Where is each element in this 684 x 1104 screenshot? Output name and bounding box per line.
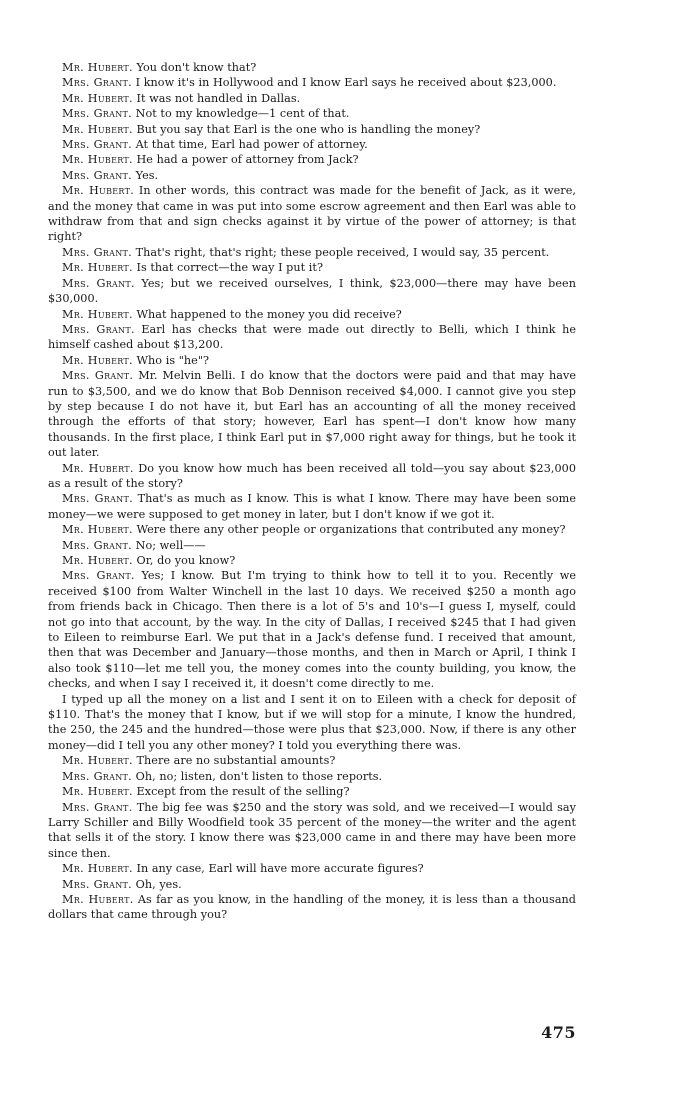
spoken-text: That's as much as I know. This is what I know. There may have been some money—we were supposed to get money in later, but I don't know if we got it. — [48, 492, 576, 521]
dialogue-paragraph — [48, 553, 576, 568]
speaker-name: Mr. Hubert. — [62, 91, 133, 105]
spoken-text: He had a power of attorney from Jack? — [136, 153, 359, 167]
speaker-name: Mrs. Grant. — [62, 107, 133, 121]
testimony-transcript — [48, 60, 576, 923]
speaker-name: Mr. Hubert. — [62, 122, 133, 136]
dialogue-paragraph — [48, 60, 576, 75]
spoken-text: Yes; but we received ourselves, I think, $23,000—there may have been $30,000. — [48, 276, 576, 306]
dialogue-paragraph — [48, 877, 576, 892]
speaker-name: Mr. Hubert. — [62, 184, 135, 198]
spoken-text: That's right, that's right; these people received, I would say, 35 percent. — [135, 245, 550, 259]
speaker-name: Mr. Hubert. — [62, 892, 134, 906]
spoken-text: As far as you know, in the handling of the money, it is less than a thousand dollars that came through you? — [48, 892, 577, 922]
dialogue-paragraph — [48, 106, 576, 121]
speaker-name: Mr. Hubert. — [62, 261, 133, 275]
speaker-name: Mrs. Grant. — [62, 769, 133, 783]
dialogue-paragraph — [48, 152, 576, 167]
dialogue-paragraph — [48, 769, 576, 784]
dialogue-paragraph — [48, 753, 576, 768]
spoken-text: There are no substantial amounts? — [136, 754, 336, 768]
speaker-name: Mr. Hubert. — [62, 862, 133, 876]
spoken-text: Oh, no; listen, don't listen to those reports. — [135, 769, 383, 783]
speaker-name: Mrs. Grant. — [62, 322, 135, 336]
dialogue-paragraph — [48, 91, 576, 106]
spoken-text: Earl has checks that were made out directly to Belli, which I think he himself cashed about $13,200. — [48, 322, 576, 352]
dialogue-paragraph — [48, 568, 576, 691]
spoken-text: At that time, Earl had power of attorney. — [135, 138, 368, 152]
spoken-text: Is that correct—the way I put it? — [136, 261, 324, 275]
spoken-text: Yes; I know. But I'm trying to think how to tell it to you. Recently we received $100 from Walter Winchell in the last 10 days. We received $250 a month ago from friends back in Chicago. Then there is a lot of 5's and 10's—I guess I, myself, could not go into that account, by the way. In the city of Dallas, I received $245 that I had given to Eileen to reimburse Earl. We put that in a Jack's defense fund. I received that amount, then that was December and January—those months, and then in March or April, I think I also took $110—let me tell you, the money comes into the county building, you know, the checks, and when I say I received it, it doesn't come directly to me. — [48, 569, 576, 691]
spoken-text: In any case, Earl will have more accurate figures? — [136, 862, 424, 876]
speaker-name: Mr. Hubert. — [62, 353, 133, 367]
dialogue-paragraph — [48, 183, 576, 245]
speaker-name: Mr. Hubert. — [62, 461, 134, 475]
spoken-text: Not to my knowledge—1 cent of that. — [135, 107, 350, 121]
page-number: 475 — [541, 1023, 576, 1042]
dialogue-paragraph — [48, 491, 576, 522]
dialogue-paragraph — [48, 800, 576, 862]
speaker-name: Mr. Hubert. — [62, 785, 133, 799]
speaker-name: Mrs. Grant. — [62, 276, 135, 290]
dialogue-paragraph — [48, 75, 576, 90]
dialogue-paragraph — [48, 353, 576, 368]
speaker-name: Mrs. Grant. — [62, 245, 133, 259]
spoken-text: Who is "he"? — [136, 353, 210, 367]
dialogue-paragraph — [48, 538, 576, 553]
dialogue-paragraph — [48, 137, 576, 152]
dialogue-paragraph — [48, 168, 576, 183]
speaker-name: Mrs. Grant. — [62, 800, 133, 814]
dialogue-paragraph — [48, 692, 576, 754]
spoken-text: Do you know how much has been received all told—you say about $23,000 as a result of the story? — [48, 461, 576, 490]
spoken-text: Were there any other people or organizations that contributed any money? — [136, 523, 566, 537]
dialogue-paragraph — [48, 122, 576, 137]
speaker-name: Mrs. Grant. — [62, 492, 133, 506]
spoken-text: I typed up all the money on a list and I sent it on to Eileen with a check for deposit of $110. That's the money that I know, but if we will stop for a minute, I know the hundred, the 250, the 245 and the hundred—those were plus that $23,000. Now, if there is any other money—did I tell you any other money? I told you everything there was. — [48, 692, 576, 752]
speaker-name: Mr. Hubert. — [62, 153, 133, 167]
speaker-name: Mr. Hubert. — [62, 754, 133, 768]
dialogue-paragraph — [48, 276, 576, 307]
speaker-name: Mrs. Grant. — [62, 538, 133, 552]
dialogue-paragraph — [48, 260, 576, 275]
speaker-name: Mrs. Grant. — [62, 569, 135, 583]
dialogue-paragraph — [48, 861, 576, 876]
speaker-name: Mr. Hubert. — [62, 61, 133, 74]
dialogue-paragraph — [48, 461, 576, 492]
speaker-name: Mr. Hubert. — [62, 554, 133, 567]
spoken-text: No; well—— — [135, 538, 206, 552]
spoken-text: You don't know that? — [136, 61, 257, 74]
spoken-text: Or, do you know? — [136, 554, 236, 567]
document-page — [48, 60, 576, 923]
spoken-text: Except from the result of the selling? — [136, 785, 350, 799]
spoken-text: It was not handled in Dallas. — [136, 91, 301, 105]
spoken-text: The big fee was $250 and the story was sold, and we received—I would say Larry Schiller and Billy Woodfield took 35 percent of the money—the writer and the agent that sells it of the story. I know there was $23,000 came in and there may have been more since then. — [48, 800, 576, 860]
spoken-text: In other words, this contract was made for the benefit of Jack, as it were, and the money that came in was put into some escrow agreement and then Earl was able to withdraw from that and sign checks against it by virtue of the power of attorney; is that right? — [48, 184, 576, 244]
speaker-name: Mrs. Grant. — [62, 369, 134, 383]
dialogue-paragraph — [48, 245, 576, 260]
dialogue-paragraph — [48, 892, 576, 923]
spoken-text: But you say that Earl is the one who is handling the money? — [136, 122, 481, 136]
speaker-name: Mrs. Grant. — [62, 138, 133, 152]
dialogue-paragraph — [48, 522, 576, 537]
spoken-text: Mr. Melvin Belli. I do know that the doctors were paid and that may have run to $3,500, and we do know that Bob Dennison received $4,000. I cannot give you step by step because I do not have it, but Earl has an accounting of all the money received through the efforts of that story; however, Earl has spent—I don't know how many thousands. In the first place, I think Earl put in $7,000 right away for things, but he took it out later. — [48, 369, 576, 460]
spoken-text: Yes. — [135, 168, 159, 182]
spoken-text: What happened to the money you did receive? — [136, 307, 402, 321]
speaker-name: Mrs. Grant. — [62, 877, 133, 891]
speaker-name: Mrs. Grant. — [62, 168, 133, 182]
speaker-name: Mr. Hubert. — [62, 523, 133, 537]
dialogue-paragraph — [48, 784, 576, 799]
dialogue-paragraph — [48, 368, 576, 460]
speaker-name: Mrs. Grant. — [62, 76, 133, 90]
spoken-text: I know it's in Hollywood and I know Earl says he received about $23,000. — [135, 76, 557, 90]
dialogue-paragraph — [48, 307, 576, 322]
dialogue-paragraph — [48, 322, 576, 353]
speaker-name: Mr. Hubert. — [62, 307, 133, 321]
spoken-text: Oh, yes. — [135, 877, 182, 891]
